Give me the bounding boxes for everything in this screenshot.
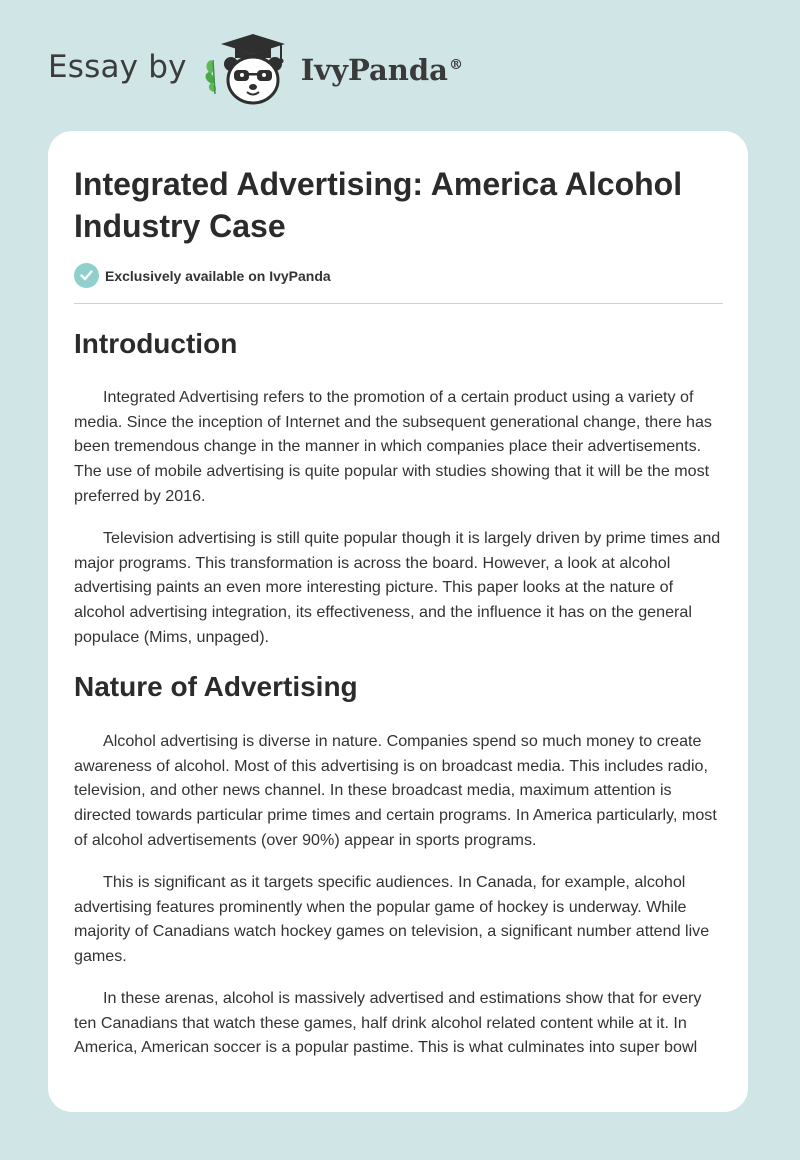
leaf-icon — [205, 60, 215, 94]
paragraph: This is significant as it targets specific audiences. In Canada, for example, alcohol advertising features prominently when the popular game of hockey is underway. While majority of Canadians watch hockey games on television, a significant number attend live games. — [74, 873, 710, 966]
title-divider — [74, 303, 723, 304]
registered-mark: ® — [448, 57, 463, 74]
section-heading-introduction: Introduction — [74, 328, 238, 359]
site-header — [48, 30, 463, 110]
checkmark-icon — [74, 263, 99, 288]
exclusive-badge — [74, 263, 331, 288]
section-heading-nature-of-advertising: Nature of Advertising — [74, 671, 358, 702]
brand-name[interactable]: IvyPanda® — [300, 53, 463, 87]
essay-by-label: Essay by — [48, 49, 187, 85]
essay-card — [48, 131, 748, 1112]
paragraph: Integrated Advertising refers to the promotion of a certain product using a variety of media. Since the inception of Internet and the subsequent generational change, there has been tremendous change in the manner in which companies place their advertisements. The use of mobile advertising is quite popular with studies showing that it will be the most preferred by 2016. — [74, 388, 712, 505]
paragraph: Television advertising is still quite popular though it is largely driven by prime times and major programs. This transformation is across the board. However, a look at alcohol advertising paints an even more interesting picture. This paper looks at the nature of alcohol advertising integration, its effectiveness, and the influence it has on the general populace (Mims, unpaged). — [74, 529, 721, 646]
badge-label: Exclusively available on IvyPanda — [105, 267, 331, 284]
paragraph: Alcohol advertising is diverse in nature. Companies spend so much money to create awareness of alcohol. Most of this advertising is on broadcast media. This includes radio, television, and other news channel. In these broadcast media, maximum attention is directed towards particular prime times and certain programs. In America particularly, most of alcohol advertisements (over 90%) appear in sports programs. — [74, 732, 717, 849]
panda-logo-icon[interactable] — [201, 30, 297, 110]
essay-title: Integrated Advertising: America Alcohol Industry Case — [74, 166, 683, 244]
paragraph: In these arenas, alcohol is massively advertised and estimations show that for every ten Canadians that watch these games, half drink alcohol related content while at it. In America, American soccer is a popular pastime. This is what culminates into super bowl — [74, 989, 702, 1057]
